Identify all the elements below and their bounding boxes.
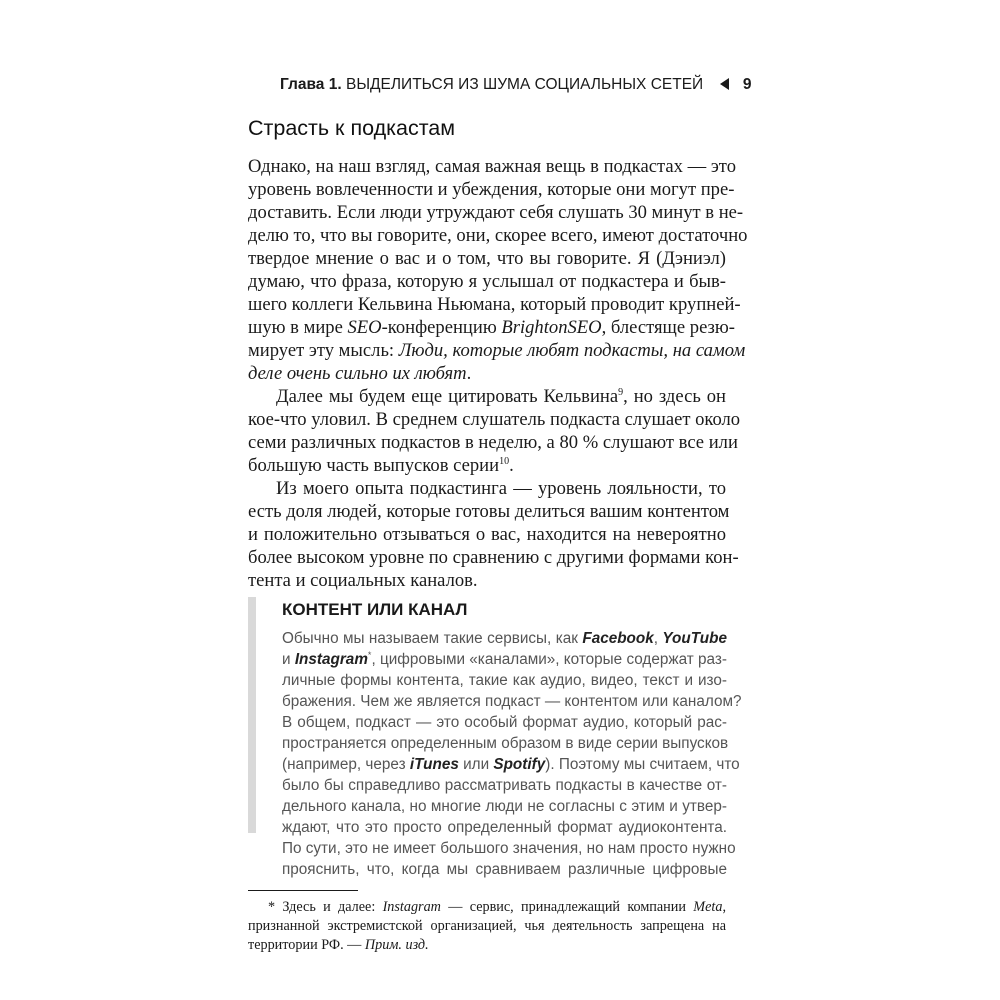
paragraph-line: думаю, что фраза, которую я услышал от подкастера и быв-	[248, 271, 726, 292]
text-run: .	[509, 455, 514, 476]
footnote-line: признанной экстремистской организацией, чья деятельность запрещена на	[248, 918, 726, 934]
paragraph-line	[248, 454, 514, 477]
text-run: , блестяще резю-	[601, 317, 735, 338]
text-run: большую часть выпусков серии	[248, 455, 500, 476]
paragraph-line: твердое мнение о вас и о том, что вы говорите. Я (Дэниэл)	[248, 248, 726, 269]
paragraph-line: Однако, на наш взгляд, самая важная вещь в подкастах — это	[248, 156, 736, 177]
text-run: , цифровыми «каналами», которые содержат раз-	[371, 651, 727, 668]
text-run: территории РФ. —	[248, 937, 365, 953]
italic-run: Meta	[693, 899, 723, 915]
paragraph-line: делю то, что вы говорите, они, скорее всего, имеют достаточно	[248, 225, 748, 246]
text-run: .	[466, 363, 472, 384]
paragraph-line: семи различных подкастов в неделю, а 80 % слушают все или	[248, 432, 738, 453]
text-run: Обычно мы называем такие сервисы, как	[282, 630, 583, 647]
paragraph-line: и положительно отзываться о вас, находится на невероятно	[248, 524, 726, 545]
text-run: ,	[722, 899, 726, 915]
text-run: шую в мире	[248, 317, 348, 338]
text-run: , но здесь он	[623, 386, 726, 407]
page-number: 9	[742, 76, 752, 93]
italic-run: деле очень сильно их любят	[248, 363, 467, 384]
footnote-ref[interactable]: 10	[499, 456, 510, 467]
sidebar-line	[282, 628, 727, 649]
paragraph-line	[248, 339, 746, 362]
footnote-ref[interactable]: *	[367, 650, 372, 660]
sidebar-accent-bar	[248, 597, 256, 833]
paragraph-line: Из моего опыта подкастинга — уровень лояльности, то	[276, 478, 726, 499]
text-run: или	[458, 756, 494, 773]
sidebar-line: бражения. Чем же является подкаст — контентом или каналом?	[282, 693, 742, 710]
text-run: -конференцию	[381, 317, 502, 338]
brand-name: Instagram	[294, 651, 368, 668]
sidebar-line: было бы справедливо рассматривать подкасты в качестве от-	[282, 777, 727, 794]
text-run: * Здесь и далее:	[268, 899, 383, 915]
brand-name: Spotify	[493, 756, 546, 773]
chapter-title: ВЫДЕЛИТЬСЯ ИЗ ШУМА СОЦИАЛЬНЫХ СЕТЕЙ	[345, 76, 704, 93]
sidebar-line	[282, 754, 740, 775]
footnote-rule	[248, 890, 358, 891]
paragraph-line	[248, 362, 471, 385]
text-run: мирует эту мысль:	[248, 340, 399, 361]
italic-run: BrightonSEO	[501, 317, 602, 338]
paragraph-line: уровень вовлеченности и убеждения, которые они могут пре-	[248, 179, 735, 200]
paragraph-line: тента и социальных каналов.	[248, 570, 478, 591]
text-run: ). Поэтому мы считаем, что	[545, 756, 740, 773]
footnote-line	[248, 936, 726, 954]
paragraph-line: доставить. Если люди утруждают себя слушать 30 минут в не-	[248, 202, 744, 223]
triangle-left-icon	[720, 78, 729, 90]
chapter-label: Глава 1.	[280, 76, 342, 93]
paragraph-line: шего коллеги Кельвина Ньюмана, который проводит крупней-	[248, 294, 741, 315]
sidebar-line: В общем, подкаст — это особый формат аудио, который рас-	[282, 714, 727, 731]
italic-run: Instagram	[382, 899, 441, 915]
paragraph-line: кое-что уловил. В среднем слушатель подкаста слушает около	[248, 409, 741, 430]
sidebar-line: пространяется определенным образом в виде серии выпусков	[282, 735, 729, 752]
brand-name: Facebook	[582, 630, 654, 647]
italic-run: Люди, которые любят подкасты, на самом	[398, 340, 746, 361]
text-run: (например, через	[282, 756, 410, 773]
sidebar-line: ждают, что это просто определенный формат аудиоконтента.	[282, 819, 727, 836]
paragraph-line: есть доля людей, которые готовы делиться вашим контентом	[248, 501, 730, 522]
text-run: — сервис, принадлежащий компании	[440, 899, 694, 915]
section-title: Страсть к подкастам	[248, 116, 456, 140]
brand-name: YouTube	[662, 630, 727, 647]
sidebar-line	[282, 649, 727, 670]
paragraph-line	[276, 385, 726, 408]
sidebar-title: КОНТЕНТ ИЛИ КАНАЛ	[282, 600, 468, 619]
brand-name: iTunes	[409, 756, 459, 773]
sidebar-line: прояснить, что, когда мы сравниваем различные цифровые	[282, 861, 727, 878]
footnote-ref[interactable]: 9	[618, 387, 624, 398]
sidebar-line: личные формы контента, такие как аудио, видео, текст и изо-	[282, 672, 727, 689]
text-run: Далее мы будем еще цитировать Кельвина	[276, 386, 619, 407]
paragraph-line: более высоком уровне по сравнению с другими формами кон-	[248, 547, 739, 568]
sidebar-line: дельного канала, но многие люди не согласны с этим и утвер-	[282, 798, 727, 815]
running-header	[280, 76, 752, 102]
text-run: и	[282, 651, 295, 668]
paragraph-line	[248, 316, 735, 339]
text-run: ,	[653, 630, 663, 647]
italic-run: Прим. изд.	[364, 937, 429, 953]
italic-run: SEO	[347, 317, 382, 338]
sidebar-line: По сути, это не имеет большого значения, но нам просто нужно	[282, 840, 736, 857]
footnote-line	[248, 898, 726, 916]
